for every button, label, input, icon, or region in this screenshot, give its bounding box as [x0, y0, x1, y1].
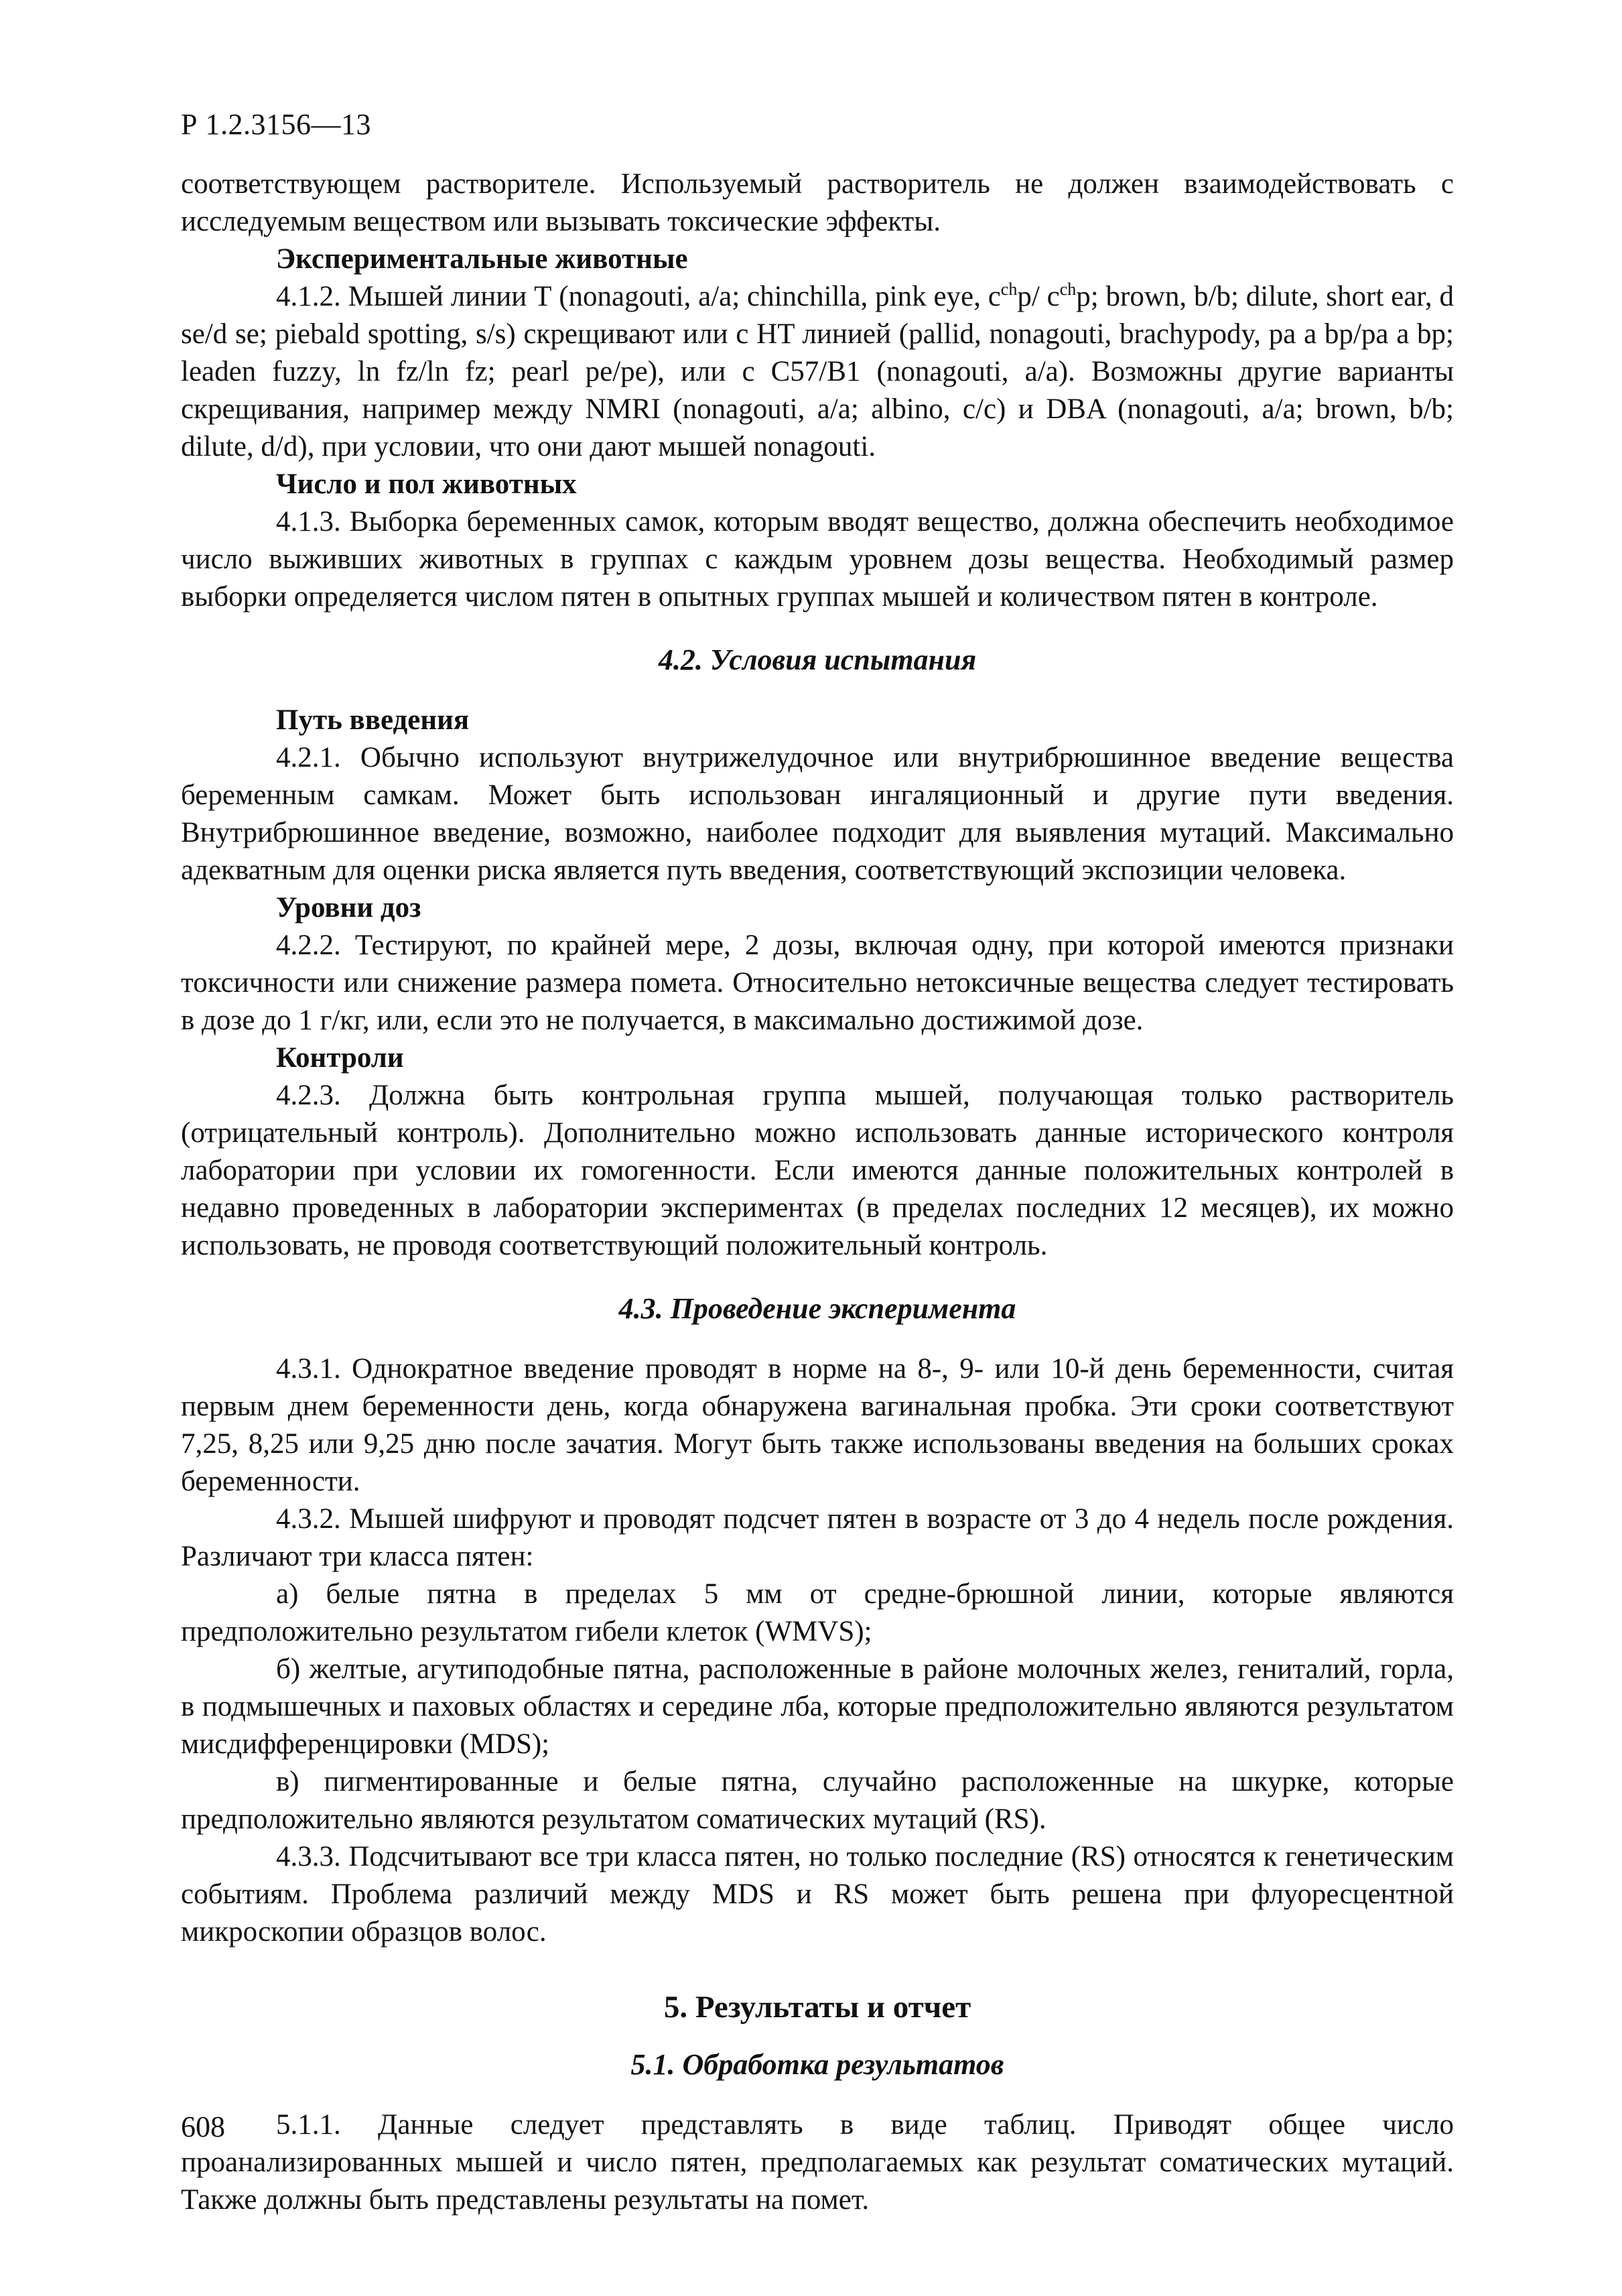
list-item-a: а) белые пятна в пределах 5 мм от средне-брюшной линии, которые являются предположительно результатом гибели клеток (WMVS);	[181, 1578, 1454, 1647]
paragraph-4-3-1: 4.3.1. Однократное введение проводят в норме на 8-, 9- или 10-й день беременности, считая первым днем беременности день, когда обнаружена вагинальная пробка. Эти сроки соответствуют 7,25, 8,25 или 9,25 дню после зачатия. Могут быть также использованы введения на больших сроках беременности.	[181, 1353, 1454, 1497]
paragraph-4-3-2: 4.3.2. Мышей шифруют и проводят подсчет пятен в возрасте от 3 до 4 недель после рождения. Различают три класса пятен:	[181, 1503, 1454, 1572]
paragraph-4-2-1: 4.2.1. Обычно используют внутрижелудочное или внутрибрюшинное введение вещества беременным самкам. Может быть использован ингаляционный и другие пути введения. Внутрибрюшинное введение, возможно, наиболее подходит для выявления мутаций. Максимально адекватным для оценки риска является путь введения, соответствующий экспозиции человека.	[181, 742, 1454, 886]
heading-experimental-animals: Экспериментальные животные	[276, 243, 688, 275]
superscript-ch-2: ch	[1059, 279, 1077, 299]
section-4-3-title: 4.3. Проведение эксперимента	[618, 1292, 1016, 1325]
paragraph-5-1-1: 5.1.1. Данные следует представлять в виде таблиц. Приводят общее число проанализированных мышей и число пятен, предполагаемых как результат соматических мутаций. Также должны быть представлены результаты на помет.	[181, 2109, 1454, 2216]
paragraph-4-1-2	[181, 278, 1454, 466]
document-page	[181, 107, 1454, 2219]
document-code-header: Р 1.2.3156—13	[181, 108, 371, 141]
superscript-ch-1: ch	[1000, 279, 1018, 299]
paragraph-4-1-3: 4.1.3. Выборка беременных самок, которым вводят вещество, должна обеспечить необходимое число выживших животных в группах с каждым уровнем дозы вещества. Необходимый размер выборки определяется числом пятен в опытных группах мышей и количеством пятен в контроле.	[181, 506, 1454, 613]
paragraph-4-1-2-part-c: p; brown, b/b; dilute, short ear, d se/d se; piebald spotting, s/s) скрещивают или с HT линией (pallid, nonagouti, brachypody, pa a bp/pa a bp; leaden fuzzy, ln fz/ln fz; pearl pe/pe), или с C57/B1 (nonagouti, a/a). Возможны другие варианты скрещивания, например между NMRI (nonagouti, a/a; albino, c/c) и DBA (nonagouti, a/a; brown, b/b; dilute, d/d), при условии, что они дают мышей nonagouti.	[181, 281, 1454, 462]
heading-controls: Контроли	[276, 1042, 404, 1074]
heading-route: Путь введения	[276, 704, 470, 736]
paragraph-4-2-2: 4.2.2. Тестируют, по крайней мере, 2 дозы, включая одну, при которой имеются признаки токсичности или снижение размера помета. Относительно нетоксичные вещества следует тестировать в дозе до 1 г/кг, или, если это не получается, в максимально достижимой дозе.	[181, 930, 1454, 1036]
list-item-b: б) желтые, агутиподобные пятна, расположенные в районе молочных желез, гениталий, горла, в подмышечных и паховых областях и середине лба, которые предположительно являются результатом мисдифференцировки (MDS);	[181, 1653, 1454, 1760]
section-5-title: 5. Результаты и отчет	[663, 1990, 971, 2025]
section-4-2-title: 4.2. Условия испытания	[658, 643, 977, 676]
paragraph-4-2-3: 4.2.3. Должна быть контрольная группа мышей, получающая только растворитель (отрицательный контроль). Дополнительно можно использовать данные исторического контроля лаборатории при условии их гомогенности. Если имеются данные положительных контролей в недавно проведенных в лаборатории экспериментах (в пределах последних 12 месяцев), их можно использовать, не проводя соответствующий положительный контроль.	[181, 1080, 1454, 1261]
heading-dose-levels: Уровни доз	[276, 892, 421, 923]
paragraph-4-1-2-part-b: p/ c	[1017, 281, 1060, 312]
page-number: 608	[181, 2110, 225, 2143]
heading-number-and-sex: Число и пол животных	[276, 468, 577, 500]
paragraph-4-1-2-part-a: 4.1.2. Мышей линии Т (nonagouti, a/a; chinchilla, pink eye, c	[276, 281, 1001, 312]
paragraph-4-3-3: 4.3.3. Подсчитывают все три класса пятен, но только последние (RS) относятся к генетическим событиям. Проблема различий между MDS и RS может быть решена при флуоресцентной микроскопии образцов волос.	[181, 1841, 1454, 1948]
list-item-c: в) пигментированные и белые пятна, случайно расположенные на шкурке, которые предположительно являются результатом соматических мутаций (RS).	[181, 1766, 1454, 1835]
intro-paragraph: соответствующем растворителе. Используемый растворитель не должен взаимодействовать с исследуемым веществом или вызывать токсические эффекты.	[181, 168, 1454, 237]
section-5-1-title: 5.1. Обработка результатов	[630, 2048, 1004, 2081]
